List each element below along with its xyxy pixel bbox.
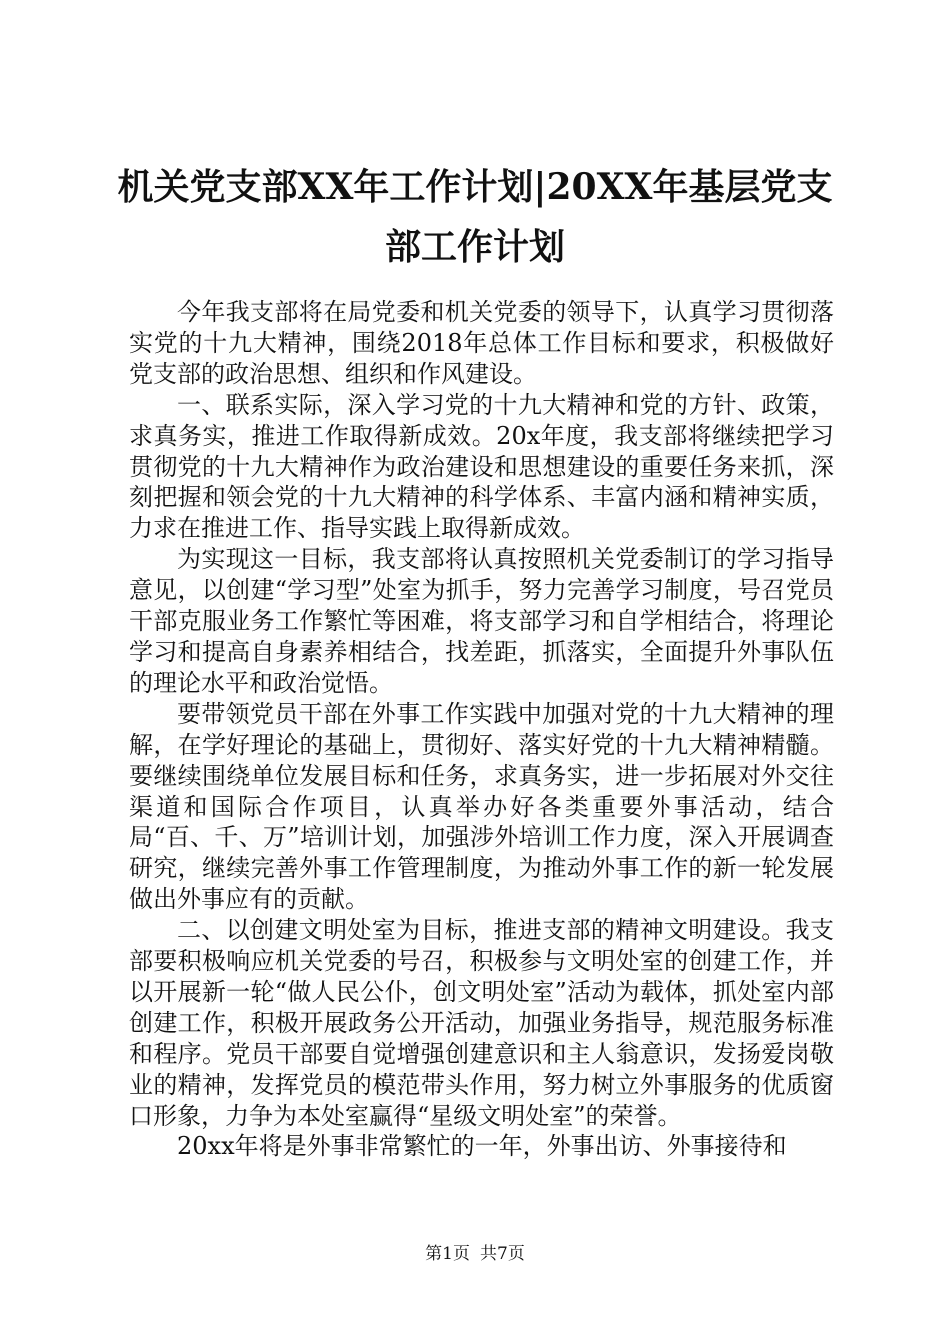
- document-title: 机关党支部XX年工作计划|20XX年基层党支部工作计划: [117, 166, 833, 268]
- page-number: 第1页: [425, 1244, 470, 1264]
- paragraph-goal: 为实现这一目标，我支部将认真按照机关党委制订的学习指导意见，以创建“学习型”处室为抓手，努力完善学习制度，号召党员干部克服业务工作繁忙等困难，将支部学习和自学相结合，将理论学习和提高自身素养相结合，找差距，抓落实，全面提升外事队伍的理论水平和政治觉悟。: [129, 545, 834, 697]
- paragraph-outlook: 20xx年将是外事非常繁忙的一年，外事出访、外事接待和: [177, 1132, 787, 1161]
- document-body: [129, 297, 834, 1162]
- page-footer: [0, 1243, 950, 1265]
- paragraph-section-two: 二、以创建文明处室为目标，推进支部的精神文明建设。我支部要积极响应机关党委的号召，积极参与文明处室的创建工作，并以开展新一轮“做人民公仆，创文明处室”活动为载体，抓处室内部创建工作，积极开展政务公开活动，加强业务指导，规范服务标准和程序。党员干部要自觉增强创建意识和主人翁意识，发扬爱岗敬业的精神，发挥党员的模范带头作用，努力树立外事服务的优质窗口形象，力争为本处室赢得“星级文明处室”的荣誉。: [129, 916, 834, 1130]
- paragraph-intro: 今年我支部将在局党委和机关党委的领导下，认真学习贯彻落实党的十九大精神，围绕2018年总体工作目标和要求，积极做好党支部的政治思想、组织和作风建设。: [129, 298, 834, 388]
- paragraph-practice: 要带领党员干部在外事工作实践中加强对党的十九大精神的理解，在学好理论的基础上，贯彻好、落实好党的十九大精神精髓。要继续围绕单位发展目标和任务，求真务实，进一步拓展对外交往渠道和国际合作项目，认真举办好各类重要外事活动，结合局“百、千、万”培训计划，加强涉外培训工作力度，深入开展调查研究，继续完善外事工作管理制度，为推动外事工作的新一轮发展做出外事应有的贡献。: [129, 699, 834, 914]
- page-total: 共7页: [480, 1244, 525, 1264]
- paragraph-section-one: 一、联系实际，深入学习党的十九大精神和党的方针、政策，求真务实，推进工作取得新成效。20x年度，我支部将继续把学习贯彻党的十九大精神作为政治建设和思想建设的重要任务来抓，深刻把握和领会党的十九大精神的科学体系、丰富内涵和精神实质，力求在推进工作、指导实践上取得新成效。: [129, 390, 834, 543]
